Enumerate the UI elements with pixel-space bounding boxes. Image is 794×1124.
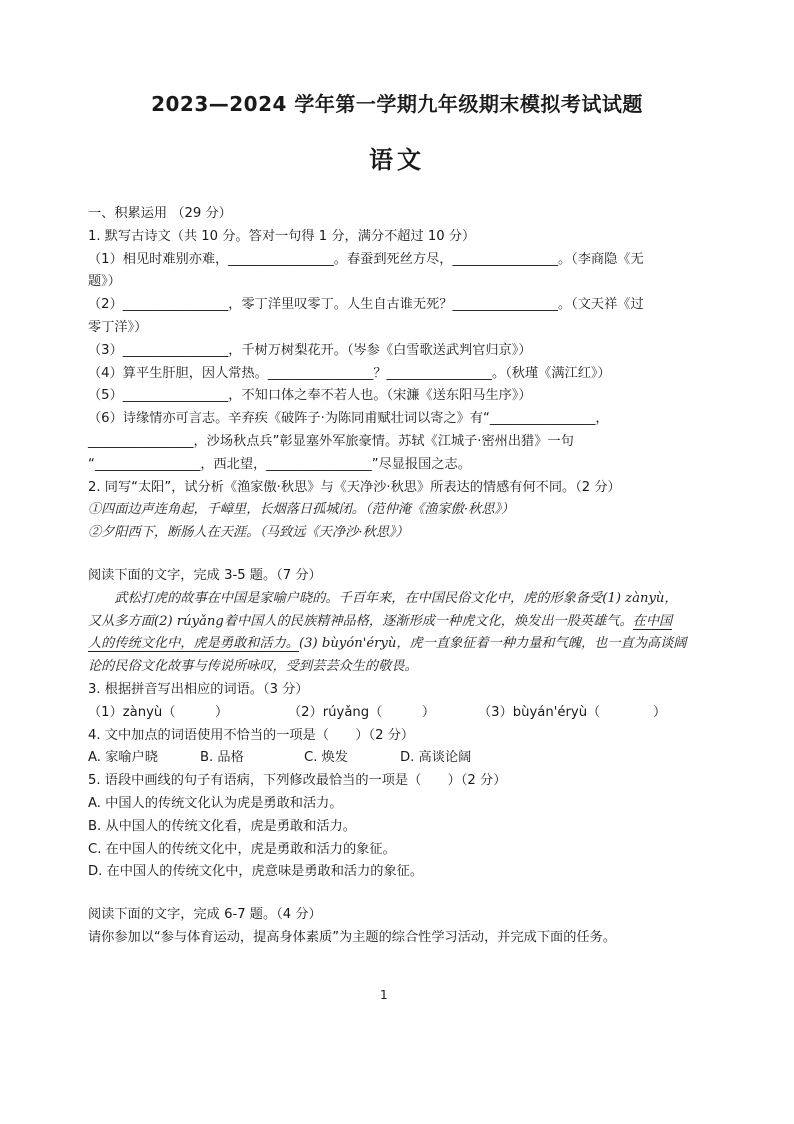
question-1-stem: 1. 默写古诗文（共 10 分。答对一句得 1 分，满分不超过 10 分） bbox=[88, 228, 476, 244]
reading-1-para-line-3 bbox=[88, 633, 738, 656]
question-1-line-2: 题》） bbox=[88, 274, 121, 290]
reading-1-para-line-4: 论的民俗文化故事与传说所咏叹，受到芸芸众生的敬畏。 bbox=[88, 659, 418, 675]
question-1-line-1: （1）相见时难别亦难，________________。春蚕到死丝方尽，________________。（李商隐《无 bbox=[88, 251, 644, 267]
question-2-poem-1: ①四面边声连角起，千嶂里，长烟落日孤城闭。（范仲淹《渔家傲·秋思》） bbox=[88, 502, 515, 518]
question-5-stem: 5. 语段中画线的句子有语病，下列修改最恰当的一项是（ ）（2 分） bbox=[88, 773, 507, 789]
question-5-option-c: C. 在中国人的传统文化中，虎是勇敢和活力的象征。 bbox=[88, 841, 396, 857]
option-b: B. 品格 bbox=[200, 750, 244, 766]
reading-1-text: (3) bùyón'éryù，虎一直象征着一种力量和气魄，也一直为高谈阔 bbox=[299, 636, 687, 652]
option-a: A. 家喻户晓 bbox=[88, 750, 158, 766]
reading-1-para-line-1: 武松打虎的故事在中国是家喻户晓的。千百年来，在中国民俗文化中，虎的形象备受(1) zànyù， bbox=[88, 590, 678, 606]
page-number: 1 bbox=[380, 988, 388, 1002]
underlined-sentence-end: 人的传统文化中，虎是勇敢和活力。 bbox=[88, 636, 299, 652]
option-3: （3）bùyán'éryù（ ） bbox=[478, 704, 667, 720]
spacer bbox=[88, 884, 738, 904]
question-3-options bbox=[88, 702, 738, 725]
question-4-stem: 4. 文中加点的词语使用不恰当的一项是（ ）（2 分） bbox=[88, 727, 415, 743]
reading-2-intro: 阅读下面的文字，完成 6-7 题。（4 分） bbox=[88, 907, 322, 923]
reading-1-para-line-2 bbox=[88, 611, 738, 634]
exam-content bbox=[88, 203, 738, 950]
question-1-line-6: （4）算平生肝胆，因人常热。________________？________________。（秋瑾《满江红》） bbox=[88, 365, 611, 381]
subject-title: 语文 bbox=[369, 146, 425, 174]
question-1-line-9: ________________，沙场秋点兵”彰显塞外军旅豪情。苏轼《江城子·密州出猎》一句 bbox=[88, 433, 574, 449]
question-1-line-7: （5）________________，不知口体之奉不若人也。（宋濂《送东阳马生序》） bbox=[88, 388, 532, 404]
question-5-option-d: D. 在中国人的传统文化中，虎意味是勇敢和活力的象征。 bbox=[88, 864, 424, 880]
question-2-poem-2: ②夕阳西下，断肠人在天涯。（马致远《天净沙·秋思》） bbox=[88, 525, 409, 541]
question-5-option-a: A. 中国人的传统文化认为虎是勇敢和活力。 bbox=[88, 795, 343, 811]
question-4-options bbox=[88, 747, 738, 770]
reading-1-intro: 阅读下面的文字，完成 3-5 题。（7 分） bbox=[88, 567, 322, 583]
question-2-stem: 2. 同写“太阳”，试分析《渔家傲·秋思》与《天净沙·秋思》所表达的情感有何不同。（2 分） bbox=[88, 479, 621, 495]
question-1-line-10: “________________，西北望，________________”尽显报国之志。 bbox=[88, 456, 471, 472]
question-1-line-4: 零丁洋》） bbox=[88, 319, 148, 335]
option-1: （1）zànyù（ ） bbox=[88, 704, 229, 720]
reading-1-text: 又从多方面(2) rúyǎng着中国人的民族精神品格，逐渐形成一种虎文化，焕发出一股英雄气。 bbox=[88, 613, 633, 629]
question-5-option-b: B. 从中国人的传统文化看，虎是勇敢和活力。 bbox=[88, 818, 356, 834]
section-heading: 一、积累运用 （29 分） bbox=[88, 206, 232, 221]
option-2: （2）rúyǎng（ ） bbox=[288, 704, 436, 720]
question-1-line-5: （3）________________，千树万树梨花开。（岑参《白雪歌送武判官归京》） bbox=[88, 342, 532, 358]
question-3-stem: 3. 根据拼音写出相应的词语。（3 分） bbox=[88, 681, 309, 697]
option-c: C. 焕发 bbox=[304, 750, 348, 766]
reading-2-text: 请你参加以“参与体育运动，提高身体素质”为主题的综合性学习活动，并完成下面的任务。 bbox=[88, 929, 616, 945]
spacer bbox=[88, 545, 738, 565]
question-1-line-8: （6）诗缘情亦可言志。辛弃疾《破阵子·为陈同甫赋壮词以寄之》有“________________， bbox=[88, 411, 609, 427]
question-1-line-3: （2）________________，零丁洋里叹零丁。人生自古谁无死？________________。（文天祥《过 bbox=[88, 297, 644, 313]
exam-title: 2023—2024 学年第一学期九年级期末模拟考试试题 bbox=[151, 92, 643, 116]
option-d: D. 高谈论阔 bbox=[400, 750, 472, 766]
underlined-sentence-start: 在中国 bbox=[632, 613, 673, 629]
